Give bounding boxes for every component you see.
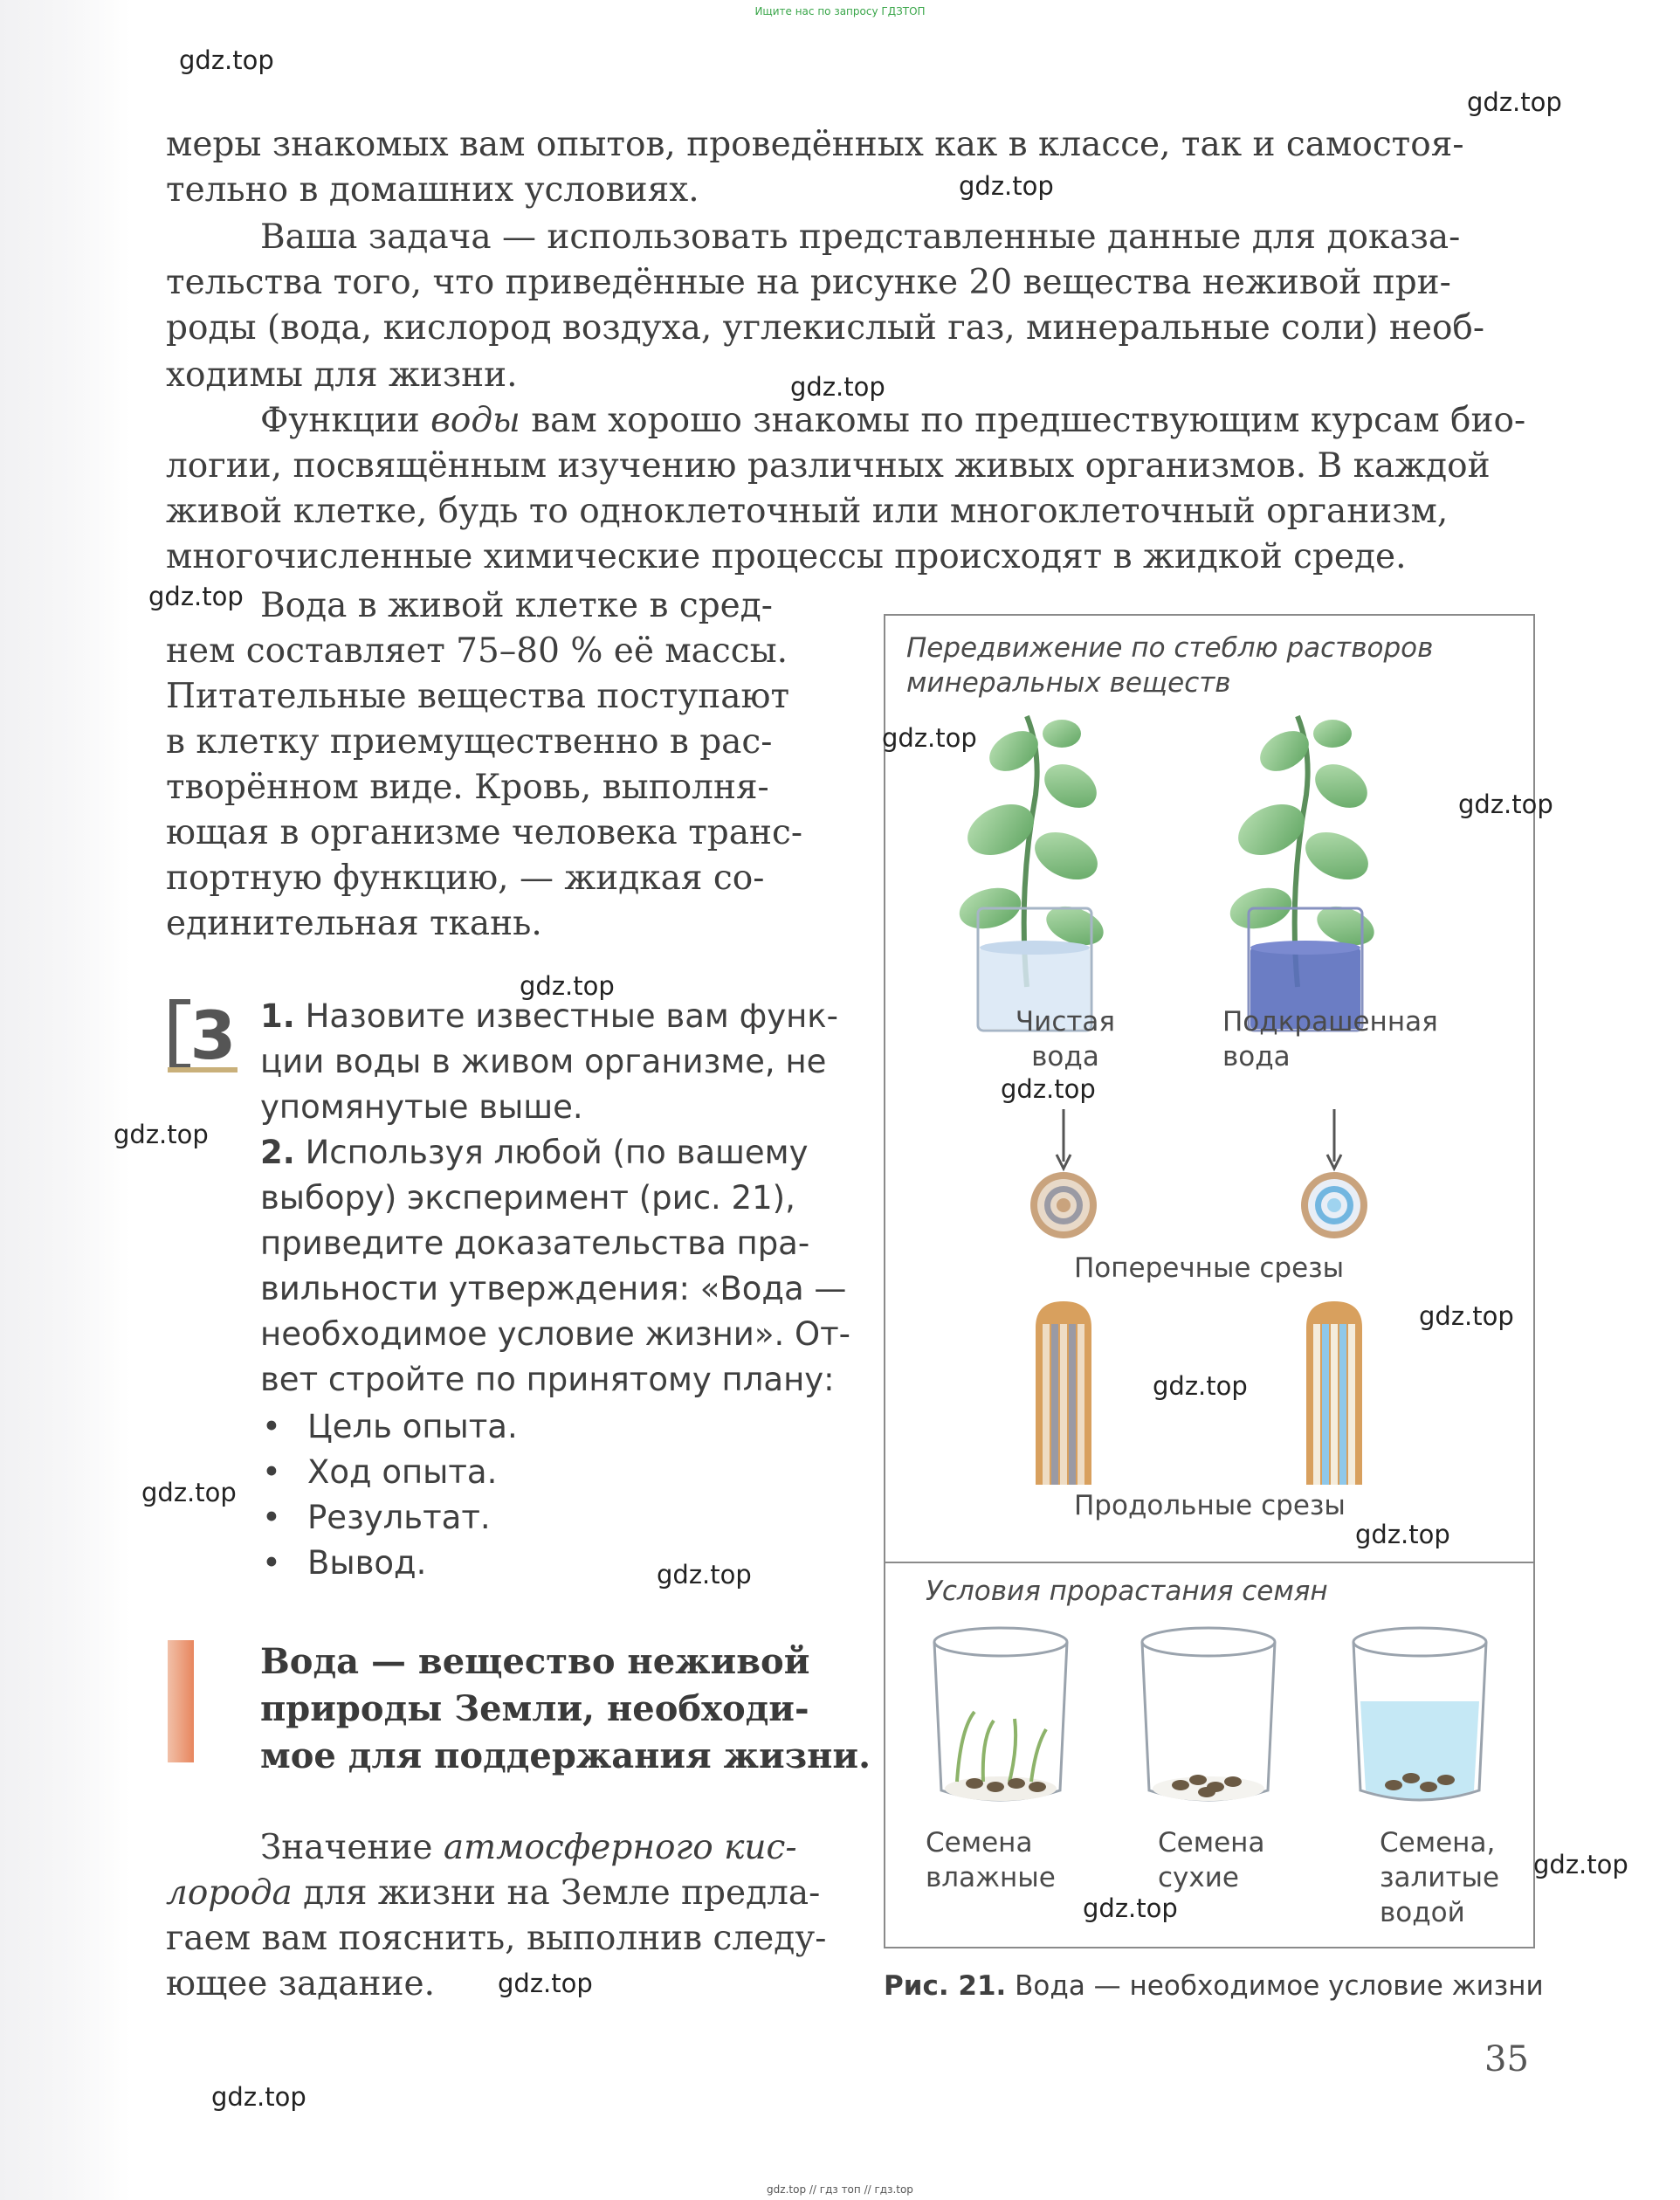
figure-divider <box>884 1562 1535 1563</box>
functions-line-4: многочисленные химические процессы происходят в жидкой среде. <box>166 537 1407 576</box>
intro-line-6: ходимы для жизни. <box>166 355 518 395</box>
figure-bottom-title: Условия прорастания семян <box>926 1576 1328 1607</box>
page-spine-shadow <box>0 0 131 2200</box>
glass-dry-seeds <box>1142 1628 1275 1801</box>
seeds-dry-label-1: Семена <box>1158 1827 1265 1859</box>
plant-colored-water <box>1226 716 1380 1031</box>
water-line-1: Вода в живой клетке в сред- <box>260 586 773 625</box>
plant-clean-water <box>955 716 1109 1031</box>
top-search-hint[interactable]: Ищите нас по запросу ГДЗТОП <box>754 5 926 17</box>
water-line-2: нем составляет 75–80 % её массы. <box>166 631 788 671</box>
watermark: gdz.top <box>790 372 885 402</box>
watermark: gdz.top <box>179 45 274 75</box>
watermark: gdz.top <box>1153 1371 1248 1401</box>
bottom-links[interactable]: gdz.top // гдз топ // гдз.top <box>767 2183 913 2196</box>
seeds-wet-label-1: Семена <box>926 1827 1033 1859</box>
water-line-8: единительная ткань. <box>166 904 542 943</box>
colored-water-label-1: Подкрашенная <box>1222 1006 1438 1038</box>
figure-top-title-line-2: минеральных веществ <box>906 667 1231 699</box>
question-2-line-4: вильности утверждения: «Вода — <box>260 1270 847 1307</box>
seeds-water-label-3: водой <box>1380 1897 1465 1928</box>
clean-water-label-1: Чистая <box>1015 1006 1116 1038</box>
figure-top-title-line-1: Передвижение по стеблю растворов <box>906 632 1434 664</box>
question-2-line-2: выбору) эксперимент (рис. 21), <box>260 1179 795 1217</box>
watermark: gdz.top <box>114 1120 209 1149</box>
oxygen-line-2: лорода для жизни на Земле предла- <box>166 1873 821 1913</box>
watermark: gdz.top <box>959 171 1054 201</box>
cross-section-colored <box>1301 1172 1367 1238</box>
question-1-line-1: 1. Назовите известные вам функ- <box>260 997 839 1035</box>
intro-line-2: тельно в домашних условиях. <box>166 170 699 210</box>
bullet-item: Вывод. <box>307 1544 427 1582</box>
watermark: gdz.top <box>1083 1893 1178 1923</box>
long-section-colored <box>1306 1301 1362 1485</box>
question-1-line-2: ции воды в живом организме, не <box>260 1043 827 1080</box>
task-marker-number: 3 <box>189 997 237 1074</box>
intro-line-3: Ваша задача — использовать представленные данные для доказа- <box>260 217 1461 257</box>
seeds-water-label-1: Семена, <box>1380 1827 1496 1859</box>
intro-line-5: роды (вода, кислород воздуха, углекислый газ, минеральные соли) необ- <box>166 308 1485 348</box>
bullet-dot: • <box>262 1408 281 1445</box>
watermark: gdz.top <box>657 1560 752 1590</box>
bullet-dot: • <box>262 1544 281 1582</box>
seeds-water-label-2: залитые <box>1380 1862 1500 1893</box>
long-sections-label: Продольные срезы <box>1074 1490 1346 1521</box>
stem-experiment-illustration <box>887 699 1530 1555</box>
page-number: 35 <box>1484 2039 1529 2079</box>
seed-germination-illustration <box>887 1616 1530 1817</box>
functions-line-3: живой клетке, будь то одноклеточный или многоклеточный организм, <box>166 492 1449 531</box>
watermark: gdz.top <box>1467 87 1562 117</box>
question-2-line-6: вет стройте по принятому плану: <box>260 1361 835 1398</box>
colored-water-label-2: вода <box>1222 1041 1291 1072</box>
long-section-clean <box>1036 1301 1091 1485</box>
question-2-line-5: необходимое условие жизни». От- <box>260 1315 851 1353</box>
bullet-item: Ход опыта. <box>307 1453 498 1491</box>
conclusion-line-1: Вода — вещество неживой <box>260 1641 810 1682</box>
water-line-6: ющая в организме человека транс- <box>166 813 803 852</box>
seeds-dry-label-2: сухие <box>1158 1862 1239 1893</box>
question-2-line-1: 2. Используя любой (по вашему <box>260 1134 809 1171</box>
watermark: gdz.top <box>1533 1850 1628 1879</box>
intro-line-4: тельства того, что приведённые на рисунке 20 вещества неживой при- <box>166 263 1451 302</box>
bullet-item: Цель опыта. <box>307 1408 518 1445</box>
watermark: gdz.top <box>141 1478 237 1507</box>
bullet-dot: • <box>262 1453 281 1491</box>
functions-line-2: логии, посвящённым изучению различных живых организмов. В каждой <box>166 446 1491 486</box>
watermark: gdz.top <box>520 971 615 1001</box>
watermark: gdz.top <box>148 582 244 611</box>
watermark: gdz.top <box>1355 1520 1450 1549</box>
watermark: gdz.top <box>1419 1301 1514 1331</box>
watermark: gdz.top <box>211 2082 306 2112</box>
question-2-line-3: приведите доказательства пра- <box>260 1224 810 1262</box>
conclusion-accent-bar <box>168 1640 194 1762</box>
oxygen-line-1: Значение атмосферного кис- <box>260 1828 797 1867</box>
intro-line-1: меры знакомых вам опытов, проведённых как в классе, так и самостоя- <box>166 125 1464 164</box>
question-1-line-3: упомянутые выше. <box>260 1088 583 1126</box>
conclusion-line-3: мое для поддержания жизни. <box>260 1735 871 1776</box>
water-line-5: творённом виде. Кровь, выполня- <box>166 768 769 807</box>
bullet-item: Результат. <box>307 1499 491 1536</box>
glass-water-seeds <box>1353 1628 1486 1800</box>
water-line-3: Питательные вещества поступают <box>166 677 790 716</box>
watermark: gdz.top <box>1001 1074 1096 1104</box>
water-line-4: в клетку приемущественно в рас- <box>166 722 773 762</box>
oxygen-line-3: гаем вам пояснить, выполнив следу- <box>166 1919 827 1958</box>
watermark: gdz.top <box>882 723 977 753</box>
figure-caption: Рис. 21. Вода — необходимое условие жизни <box>884 1970 1544 2002</box>
cross-sections-label: Поперечные срезы <box>1074 1252 1345 1284</box>
watermark: gdz.top <box>498 1969 593 1998</box>
oxygen-line-4: ющее задание. <box>166 1964 436 2003</box>
glass-wet-seeds <box>934 1628 1067 1801</box>
task-marker-icon <box>164 994 243 1074</box>
cross-section-clean <box>1030 1172 1097 1238</box>
watermark: gdz.top <box>1458 790 1553 819</box>
bullet-dot: • <box>262 1499 281 1536</box>
conclusion-line-2: природы Земли, необходи- <box>260 1688 809 1729</box>
seeds-wet-label-2: влажные <box>926 1862 1056 1893</box>
functions-line-1: Функции воды вам хорошо знакомы по предшествующим курсам био- <box>260 401 1526 440</box>
clean-water-label-2: вода <box>1031 1041 1099 1072</box>
water-line-7: портную функцию, — жидкая со- <box>166 859 765 898</box>
